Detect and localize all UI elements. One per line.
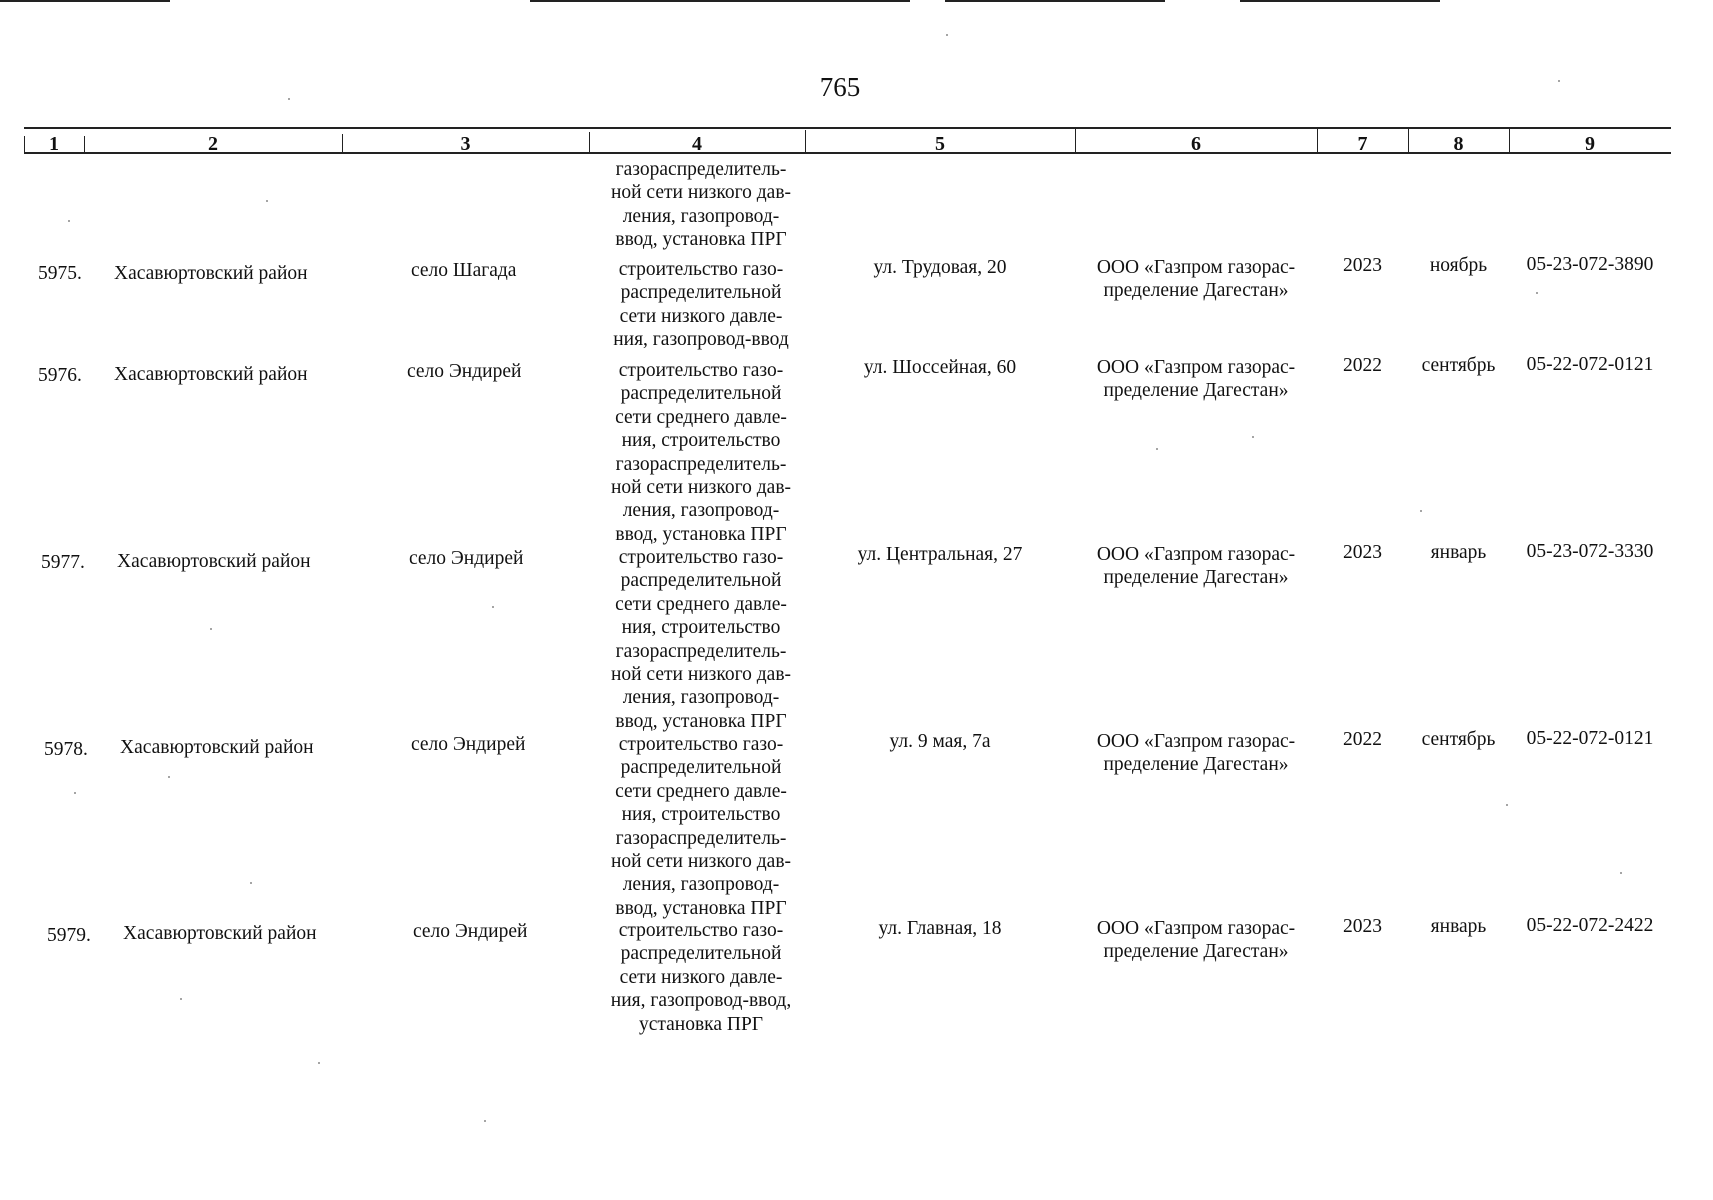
description-line: ной сети низкого дав- — [610, 182, 792, 204]
year: 2023 — [1343, 542, 1382, 563]
description-line: ния, строительство — [621, 804, 781, 826]
column-header-7: 7 — [1357, 133, 1368, 155]
scan-speck — [1506, 804, 1508, 806]
settlement: село Эндирей — [413, 921, 528, 942]
description-line: газораспределитель- — [615, 453, 787, 475]
code: 05-22-072-2422 — [1526, 915, 1654, 936]
scan-speck — [1156, 448, 1158, 450]
month: сентябрь — [1421, 729, 1496, 750]
table-top-rule — [24, 127, 1671, 129]
scan-speck — [168, 776, 170, 778]
scan-speck — [266, 200, 268, 202]
description-line: ления, газопровод- — [622, 687, 780, 709]
scan-speck — [288, 98, 290, 100]
scan-edge-mark — [0, 0, 170, 2]
month: сентябрь — [1421, 355, 1496, 376]
organization — [1075, 356, 1317, 403]
scan-speck — [484, 1120, 486, 1122]
address: ул. Центральная, 27 — [857, 544, 1023, 565]
description-line: ления, газопровод- — [622, 500, 780, 522]
organization-line: пределение Дагестан» — [1103, 280, 1289, 302]
year: 2022 — [1343, 729, 1382, 750]
organization — [1075, 256, 1317, 303]
description-line: ния, строительство — [621, 617, 781, 639]
description-line: строительство газо- — [618, 920, 784, 941]
scan-speck — [180, 998, 182, 1000]
organization-line: ООО «Газпром газорас- — [1096, 257, 1296, 278]
district: Хасавюртовский район — [114, 364, 308, 385]
organization-line: ООО «Газпром газорас- — [1096, 357, 1296, 378]
column-header-3: 3 — [460, 133, 471, 155]
address: ул. Трудовая, 20 — [873, 257, 1007, 278]
scan-speck — [492, 606, 494, 608]
district: Хасавюртовский район — [123, 923, 317, 944]
code: 05-23-072-3890 — [1526, 254, 1654, 275]
description-line: распределительной — [620, 282, 782, 304]
page-number: 765 — [819, 72, 861, 102]
column-header-4: 4 — [692, 133, 702, 155]
column-header-2: 2 — [208, 133, 218, 155]
address: ул. Шоссейная, 60 — [863, 357, 1017, 378]
row-number: 5975. — [38, 263, 82, 284]
description-line: ния, газопровод-ввод — [613, 329, 789, 351]
organization-line: ООО «Газпром газорас- — [1096, 544, 1296, 565]
scan-speck — [1252, 436, 1254, 438]
year: 2023 — [1343, 916, 1382, 937]
code: 05-23-072-3330 — [1526, 541, 1654, 562]
column-header-9: 9 — [1585, 133, 1595, 155]
description-line: ления, газопровод- — [622, 205, 780, 227]
description-line: сети низкого давле- — [619, 966, 783, 988]
district: Хасавюртовский район — [117, 551, 311, 572]
organization-line: пределение Дагестан» — [1103, 754, 1289, 776]
code: 05-22-072-0121 — [1526, 728, 1654, 749]
row-number: 5979. — [47, 925, 91, 946]
organization — [1075, 730, 1317, 777]
scan-speck — [250, 882, 252, 884]
address: ул. 9 мая, 7а — [889, 731, 991, 752]
work-description — [581, 733, 821, 920]
description-line: распределительной — [620, 570, 782, 592]
description-line: газораспределитель- — [615, 159, 787, 180]
organization — [1075, 543, 1317, 590]
description-line: ной сети низкого дав- — [610, 477, 792, 499]
month: январь — [1430, 916, 1487, 937]
scan-speck — [1536, 292, 1538, 294]
description-line: строительство газо- — [618, 259, 784, 280]
description-line: газораспределитель- — [615, 640, 787, 662]
work-description — [581, 258, 821, 352]
organization-line: ООО «Газпром газорас- — [1096, 731, 1296, 752]
organization-line: пределение Дагестан» — [1103, 567, 1289, 589]
description-line: ной сети низкого дав- — [610, 851, 792, 873]
description-line: ления, газопровод- — [622, 874, 780, 896]
code: 05-22-072-0121 — [1526, 354, 1654, 375]
continued-description — [581, 158, 821, 252]
year: 2023 — [1343, 255, 1382, 276]
description-line: ной сети низкого дав- — [610, 664, 792, 686]
work-description — [581, 919, 821, 1036]
organization-line: пределение Дагестан» — [1103, 941, 1289, 963]
organization — [1075, 917, 1317, 964]
scan-speck — [1420, 510, 1422, 512]
scan-edge-mark — [1240, 0, 1440, 2]
row-number: 5976. — [38, 365, 82, 386]
district: Хасавюртовский район — [114, 263, 308, 284]
description-line: ввод, установка ПРГ — [615, 710, 787, 732]
description-line: сети среднего давле- — [615, 406, 787, 428]
description-line: сети среднего давле- — [615, 780, 787, 802]
work-description — [581, 359, 821, 546]
column-header-8: 8 — [1453, 133, 1464, 155]
description-line: строительство газо- — [618, 547, 784, 568]
scan-speck — [74, 792, 76, 794]
column-header-5: 5 — [935, 133, 945, 155]
scan-edge-mark — [945, 0, 1165, 2]
description-line: ния, газопровод-ввод, — [610, 990, 792, 1012]
description-line: распределительной — [620, 757, 782, 779]
description-line: газораспределитель- — [615, 827, 787, 849]
scan-speck — [68, 220, 70, 222]
description-line: распределительной — [620, 943, 782, 965]
row-number: 5978. — [44, 739, 88, 760]
scan-speck — [946, 34, 948, 36]
description-line: ввод, установка ПРГ — [615, 897, 787, 919]
description-line: строительство газо- — [618, 360, 784, 381]
month: ноябрь — [1429, 255, 1488, 276]
scan-speck — [318, 1062, 320, 1064]
description-line: ния, строительство — [621, 430, 781, 452]
description-line: сети низкого давле- — [619, 305, 783, 327]
description-line: ввод, установка ПРГ — [615, 229, 787, 251]
settlement: село Шагада — [411, 260, 517, 281]
settlement: село Эндирей — [407, 361, 522, 382]
row-number: 5977. — [41, 552, 85, 573]
column-header-6: 6 — [1191, 133, 1201, 155]
description-line: строительство газо- — [618, 734, 784, 755]
address: ул. Главная, 18 — [878, 918, 1002, 939]
description-line: распределительной — [620, 383, 782, 405]
settlement: село Эндирей — [409, 548, 524, 569]
organization-line: пределение Дагестан» — [1103, 380, 1289, 402]
scan-speck — [1620, 872, 1622, 874]
year: 2022 — [1343, 355, 1382, 376]
month: январь — [1430, 542, 1487, 563]
description-line: сети среднего давле- — [615, 593, 787, 615]
column-header-1: 1 — [49, 133, 59, 155]
scan-speck — [1558, 80, 1560, 82]
description-line: установка ПРГ — [638, 1013, 764, 1035]
settlement: село Эндирей — [411, 734, 526, 755]
scan-speck — [210, 628, 212, 630]
organization-line: ООО «Газпром газорас- — [1096, 918, 1296, 939]
description-line: ввод, установка ПРГ — [615, 523, 787, 545]
scan-edge-mark — [530, 0, 910, 2]
work-description — [581, 546, 821, 733]
district: Хасавюртовский район — [120, 737, 314, 758]
